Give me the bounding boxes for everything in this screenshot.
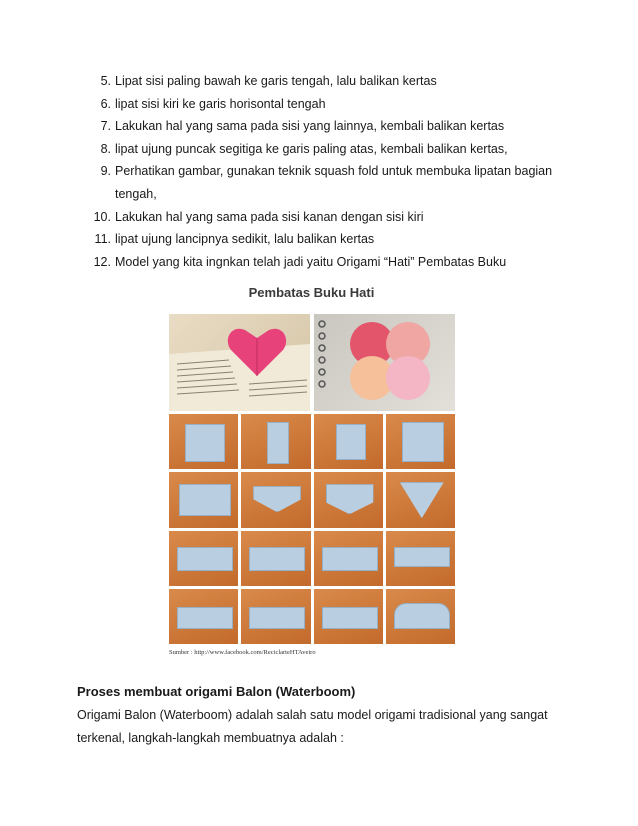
book-heart-photo: [169, 314, 310, 411]
step-photo: [386, 531, 455, 586]
step-photo: [314, 472, 383, 527]
step-item: 11. lipat ujung lancipnya sedikit, lalu balikan kertas: [94, 232, 375, 247]
step-photo: [386, 472, 455, 527]
step-photo: [314, 589, 383, 644]
step-item: 12. Model yang kita ingnkan telah jadi yaitu Origami “Hati” Pembatas Buku: [93, 254, 507, 269]
step-item: 6. lipat sisi kiri ke garis horisontal tengah: [100, 96, 326, 111]
step-item: 7. Lakukan hal yang sama pada sisi yang lainnya, kembali balikan kertas: [100, 119, 505, 134]
folding-steps-grid: [169, 414, 455, 644]
step-item: 8. lipat ujung puncak segitiga ke garis paling atas, kembali balikan kertas,: [100, 141, 508, 156]
step-item: 10. Lakukan hal yang sama pada sisi kanan dengan sisi kiri: [93, 209, 424, 224]
section-title: Proses membuat origami Balon (Waterboom): [77, 684, 356, 699]
step-item-continuation: tengah,: [115, 186, 157, 201]
step-photo: [169, 589, 238, 644]
step-photo: [241, 472, 310, 527]
step-photo: [241, 414, 310, 469]
clover-hearts-illustration: [314, 314, 455, 411]
figure-title: Pembatas Buku Hati: [248, 285, 375, 300]
image-source: Sumber : http://www.facebook.com/ReciclarteHTAveiro: [169, 649, 316, 656]
origami-figure: [165, 283, 458, 663]
step-photo: [169, 472, 238, 527]
step-photo: [314, 531, 383, 586]
step-item: 9. Perhatikan gambar, gunakan teknik squash fold untuk membuka lipatan bagian: [100, 164, 553, 179]
section-paragraph: Origami Balon (Waterboom) adalah salah satu model origami tradisional yang sangat terkenal, langkah-langkah membuatnya adalah :: [77, 708, 548, 745]
steps-list: [92, 70, 562, 273]
step-photo: [169, 531, 238, 586]
book-heart-illustration: [169, 314, 310, 411]
step-item: 5. Lipat sisi paling bawah ke garis tengah, lalu balikan kertas: [100, 74, 437, 88]
step-photo: [314, 414, 383, 469]
step-photo: [386, 589, 455, 644]
step-photo: [241, 589, 310, 644]
step-photo: [169, 414, 238, 469]
step-photo: [386, 414, 455, 469]
step-photo: [241, 531, 310, 586]
notebook-hearts-photo: [314, 314, 455, 411]
